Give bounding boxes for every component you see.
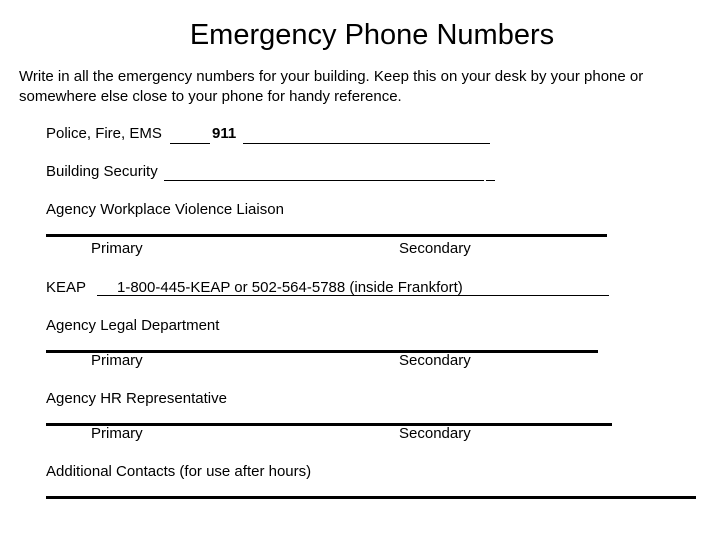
intro-line-1: Write in all the emergency numbers for your building. Keep this on your desk by your phone or [19, 68, 644, 85]
hr-label: Agency HR Representative [46, 390, 227, 407]
legal-primary-label: Primary [91, 352, 143, 369]
violence-primary-label: Primary [91, 240, 143, 257]
police-entry-line[interactable] [243, 143, 490, 144]
security-entry-line[interactable] [164, 180, 484, 181]
keap-label: KEAP [46, 279, 87, 296]
violence-entry-line[interactable] [46, 234, 607, 237]
security-entry-line-end [486, 180, 495, 181]
legal-secondary-label: Secondary [399, 352, 471, 369]
additional-label: Additional Contacts (for use after hours) [46, 463, 312, 480]
police-blank-line [170, 143, 210, 144]
police-number: 911 [212, 125, 237, 142]
hr-secondary-label: Secondary [399, 425, 471, 442]
intro-line-2: somewhere else close to your phone for handy reference. [19, 88, 402, 105]
violence-secondary-label: Secondary [399, 240, 471, 257]
violence-label: Agency Workplace Violence Liaison [46, 201, 284, 218]
legal-label: Agency Legal Department [46, 317, 220, 334]
keap-number: 1-800-445-KEAP or 502-564-5788 (inside Frankfort) [117, 279, 463, 296]
police-label: Police, Fire, EMS [46, 125, 162, 142]
additional-entry-line[interactable] [46, 496, 696, 499]
security-label: Building Security [46, 163, 158, 180]
page-title: Emergency Phone Numbers [189, 19, 555, 51]
intro-text [19, 67, 643, 107]
hr-primary-label: Primary [91, 425, 143, 442]
